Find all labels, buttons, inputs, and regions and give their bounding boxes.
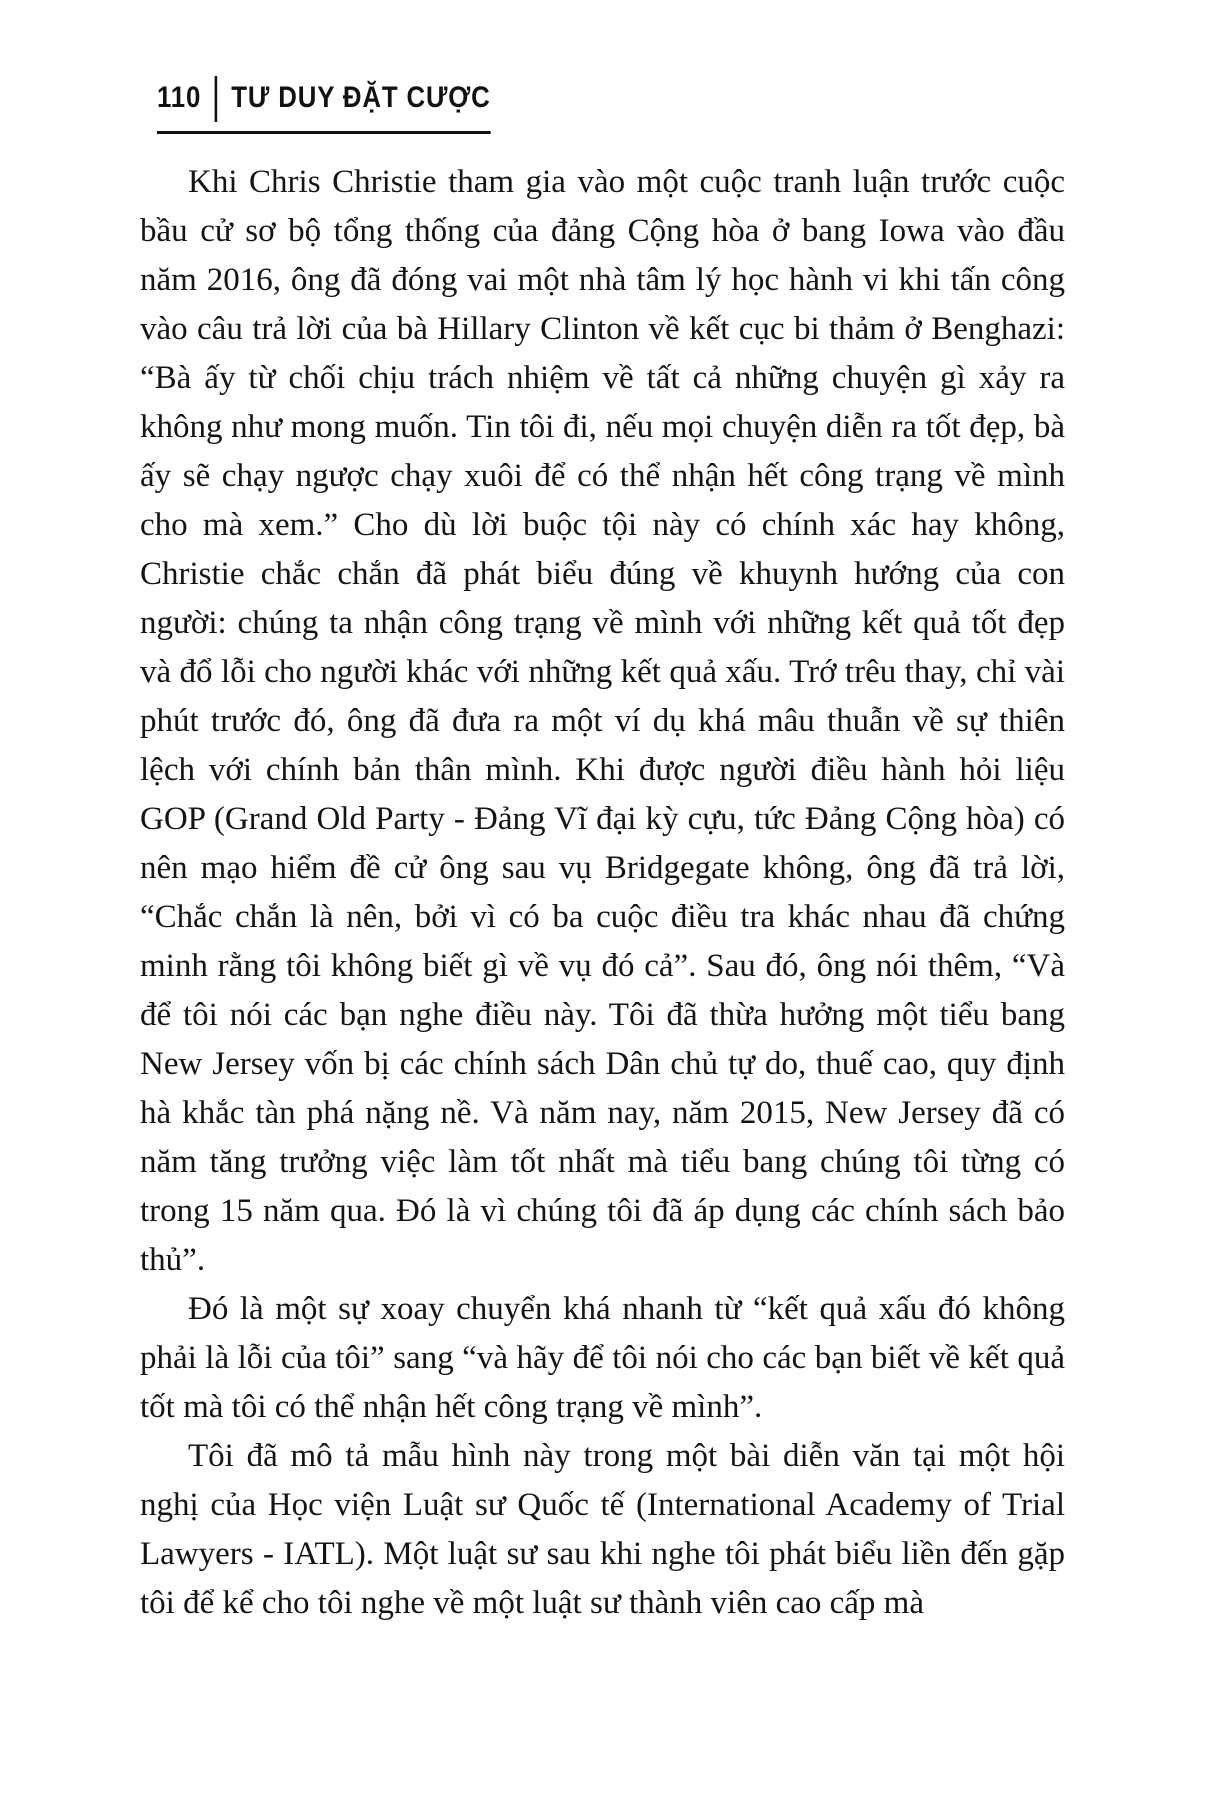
header-rule [157, 131, 491, 134]
page-header [157, 74, 545, 134]
header-divider [215, 76, 218, 122]
paragraph-1: Khi Chris Christie tham gia vào một cuộc tranh luận trước cuộc bầu cử sơ bộ tổng thống của đảng Cộng hòa ở bang Iowa vào đầu năm 2016, ông đã đóng vai một nhà tâm lý học hành vi khi tấn công vào câu trả lời của bà Hillary Clinton về kết cục bi thảm ở Benghazi: “Bà ấy từ chối chịu trách nhiệm về tất cả những chuyện gì xảy ra không như mong muốn. Tin tôi đi, nếu mọi chuyện diễn ra tốt đẹp, bà ấy sẽ chạy ngược chạy xuôi để có thể nhận hết công trạng về mình cho mà xem.” Cho dù lời buộc tội này có chính xác hay không, Christie chắc chắn đã phát biểu đúng về khuynh hướng của con người: chúng ta nhận công trạng về mình với những kết quả tốt đẹp và đổ lỗi cho người khác với những kết quả xấu. Trớ trêu thay, chỉ vài phút trước đó, ông đã đưa ra một ví dụ khá mâu thuẫn về sự thiên lệch với chính bản thân mình. Khi được người điều hành hỏi liệu GOP (Grand Old Party - Đảng Vĩ đại kỳ cựu, tức Đảng Cộng hòa) có nên mạo hiểm đề cử ông sau vụ Bridgegate không, ông đã trả lời, “Chắc chắn là nên, bởi vì có ba cuộc điều tra khác nhau đã chứng minh rằng tôi không biết gì về vụ đó cả”. Sau đó, ông nói thêm, “Và để tôi nói các bạn nghe điều này. Tôi đã thừa hưởng một tiểu bang New Jersey vốn bị các chính sách Dân chủ tự do, thuế cao, quy định hà khắc tàn phá nặng nề. Và năm nay, năm 2015, New Jersey đã có năm tăng trưởng việc làm tốt nhất mà tiểu bang chúng tôi từng có trong 15 năm qua. Đó là vì chúng tôi đã áp dụng các chính sách bảo thủ”. [140, 164, 1065, 1278]
page-header-row [157, 74, 491, 122]
paragraph-2: Đó là một sự xoay chuyển khá nhanh từ “kết quả xấu đó không phải là lỗi của tôi” sang “và hãy để tôi nói cho các bạn biết về kết quả tốt mà tôi có thể nhận hết công trạng về mình”. [140, 1291, 1065, 1425]
page-header-inner [157, 74, 491, 134]
body-text [140, 158, 1065, 1628]
paragraph-3: Tôi đã mô tả mẫu hình này trong một bài diễn văn tại một hội nghị của Học viện Luật sư Quốc tế (International Academy of Trial Lawyers - IATL). Một luật sư sau khi nghe tôi phát biểu liền đến gặp tôi để kể cho tôi nghe về một luật sư thành viên cao cấp mà [140, 1438, 1065, 1621]
running-title: TƯ DUY ĐẶT CƯỢC [231, 81, 491, 114]
page-number: 110 [157, 81, 202, 114]
